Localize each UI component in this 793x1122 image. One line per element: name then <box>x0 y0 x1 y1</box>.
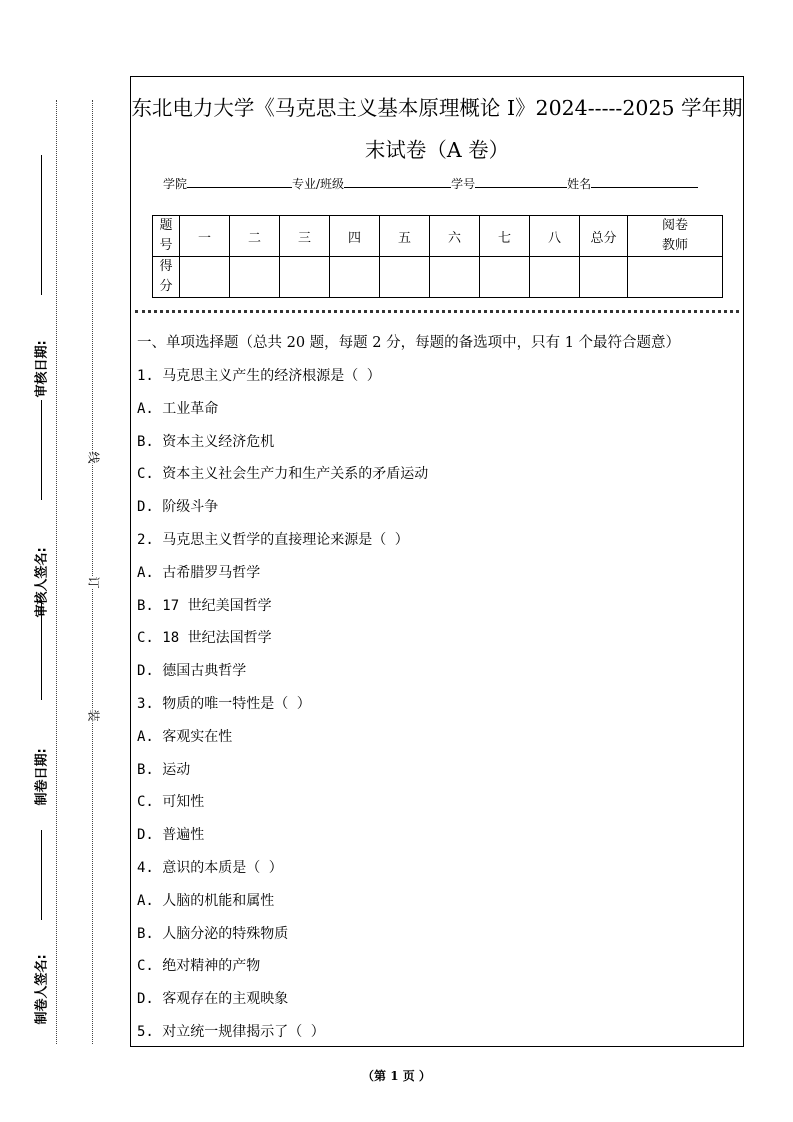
review-date-label: 审核日期: <box>34 340 50 398</box>
answer-option: D. 德国古典哲学 <box>137 663 247 680</box>
column-header: 四 <box>330 216 380 257</box>
total-header: 总分 <box>580 216 628 257</box>
answer-option: D. 客观存在的主观映象 <box>137 991 289 1008</box>
question-stem: 1. 马克思主义产生的经济根源是（ ） <box>137 368 381 384</box>
major-label: 专业/班级 <box>292 177 345 191</box>
question-stem: 2. 马克思主义哲学的直接理论来源是（ ） <box>137 531 409 548</box>
question-stem: 4. 意识的本质是（ ） <box>137 859 283 876</box>
major-field[interactable] <box>344 175 451 188</box>
score-cell[interactable] <box>480 257 530 298</box>
score-cell[interactable] <box>280 257 330 298</box>
reviewer-header <box>628 216 723 257</box>
score-cell[interactable] <box>180 257 230 298</box>
column-header: 六 <box>430 216 480 257</box>
score-table-score-row <box>153 257 723 298</box>
dotted-separator <box>135 310 739 313</box>
answer-option: B. 运动 <box>137 761 191 778</box>
answer-option: C. 可知性 <box>137 794 205 811</box>
score-row-label <box>153 257 180 298</box>
score-char: 得 <box>159 259 173 274</box>
name-field[interactable] <box>591 175 698 188</box>
column-header: 三 <box>280 216 330 257</box>
student-id-label: 学号 <box>451 177 476 191</box>
answer-option: B. 人脑分泌的特殊物质 <box>137 925 289 942</box>
college-label: 学院 <box>163 177 188 191</box>
column-header: 二 <box>230 216 280 257</box>
left-dotted-line <box>56 100 57 1044</box>
exam-title <box>131 91 743 163</box>
bind-char-bind: 装 <box>85 709 104 721</box>
column-header: 八 <box>530 216 580 257</box>
question-stem: 3. 物质的唯一特性是（ ） <box>137 695 311 712</box>
total-score-cell[interactable] <box>580 257 628 298</box>
title-line-1: 东北电力大学《马克思主义基本原理概论 I》2024-----2025 学年期 <box>131 96 743 120</box>
score-cell[interactable] <box>530 257 580 298</box>
reviewer-char: 教师 <box>661 238 688 253</box>
question-content <box>137 327 739 1049</box>
reviewer-signature-label: 审核人签名: <box>34 547 50 618</box>
bind-char-line: 线 <box>85 451 104 463</box>
question-lines <box>137 360 739 1049</box>
answer-option: C. 18 世纪法国哲学 <box>137 630 272 647</box>
exam-date-label: 制卷日期: <box>34 748 50 806</box>
answer-option: D. 普遍性 <box>137 827 205 844</box>
signature-underline <box>41 400 42 500</box>
college-field[interactable] <box>187 175 292 188</box>
student-info <box>163 175 698 192</box>
title-line-2: 末试卷（A 卷） <box>364 138 510 162</box>
header-char: 号 <box>159 238 173 253</box>
answer-option: A. 客观实在性 <box>137 728 233 745</box>
page-number: （第 1 页 ） <box>362 1069 431 1083</box>
answer-option: A. 工业革命 <box>137 400 219 417</box>
score-table-header-row <box>153 216 723 257</box>
question-stem: 5. 对立统一规律揭示了（ ） <box>137 1023 325 1040</box>
header-char: 题 <box>159 218 173 233</box>
binding-dotted-line <box>92 100 93 1044</box>
answer-option: B. 17 世纪美国哲学 <box>137 597 272 614</box>
section-title: 一、单项选择题（总共 20 题，每题 2 分，每题的备选项中，只有 1 个最符合题意） <box>137 335 681 351</box>
score-char: 分 <box>159 279 173 294</box>
name-label: 姓名 <box>567 177 592 191</box>
answer-option: D. 阶级斗争 <box>137 499 219 516</box>
signature-underline <box>41 155 42 295</box>
examiner-signature-label: 制卷人签名: <box>34 954 50 1025</box>
score-table <box>152 215 723 298</box>
reviewer-char: 阅卷 <box>661 218 688 233</box>
score-cell[interactable] <box>430 257 480 298</box>
column-header: 一 <box>180 216 230 257</box>
score-cell[interactable] <box>380 257 430 298</box>
column-header: 五 <box>380 216 430 257</box>
student-id-field[interactable] <box>475 175 567 188</box>
reviewer-cell[interactable] <box>628 257 723 298</box>
score-cell[interactable] <box>230 257 280 298</box>
column-header: 七 <box>480 216 530 257</box>
answer-option: A. 古希腊罗马哲学 <box>137 564 261 581</box>
score-cell[interactable] <box>330 257 380 298</box>
bind-char-staple: 订 <box>85 576 104 588</box>
answer-option: B. 资本主义经济危机 <box>137 433 275 450</box>
answer-option: C. 绝对精神的产物 <box>137 958 261 975</box>
answer-option: C. 资本主义社会生产力和生产关系的矛盾运动 <box>137 466 429 483</box>
exam-frame <box>130 76 744 1047</box>
answer-option: A. 人脑的机能和属性 <box>137 892 275 909</box>
header-cell-title <box>153 216 180 257</box>
